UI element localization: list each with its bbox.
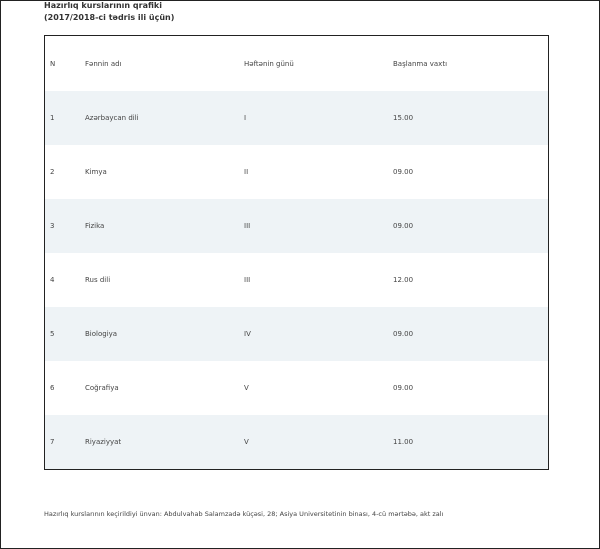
table-row [45,415,548,469]
table-row [45,361,548,415]
cell-weekday: III [244,276,251,284]
header-subject: Fənnin adı [85,59,122,68]
schedule-table-container [44,35,549,470]
cell-number: 5 [50,330,55,338]
cell-subject: Azərbaycan dili [85,114,139,122]
cell-start-time: 12.00 [393,276,414,284]
cell-weekday: V [244,384,249,392]
table-row [45,91,548,145]
cell-number: 2 [50,168,55,176]
cell-weekday: III [244,222,251,230]
cell-subject: Rus dili [85,276,111,284]
cell-number: 4 [50,276,55,284]
page-subtitle: (2017/2018-ci tədris ili üçün) [44,13,175,22]
cell-weekday: II [244,168,249,176]
cell-start-time: 11.00 [393,438,414,446]
header-start-time: Başlanma vaxtı [393,59,448,68]
table-row [45,199,548,253]
cell-number: 7 [50,438,55,446]
cell-subject: Kimya [85,168,107,176]
cell-start-time: 09.00 [393,168,414,176]
page-title: Hazırlıq kurslarının qrafiki [44,1,162,10]
table-row [45,145,548,199]
cell-start-time: 15.00 [393,114,414,122]
cell-number: 3 [50,222,55,230]
cell-subject: Fizika [85,222,105,230]
cell-start-time: 09.00 [393,222,414,230]
table-header-row [45,36,548,91]
table-row [45,253,548,307]
cell-subject: Coğrafiya [85,384,119,392]
cell-weekday: V [244,438,249,446]
table-row [45,307,548,361]
cell-subject: Riyaziyyat [85,438,122,446]
cell-start-time: 09.00 [393,384,414,392]
cell-number: 6 [50,384,55,392]
cell-start-time: 09.00 [393,330,414,338]
cell-number: 1 [50,114,55,122]
cell-weekday: IV [244,330,251,338]
header-weekday: Həftənin günü [244,59,294,68]
cell-weekday: I [244,114,247,122]
header-number: N [50,59,56,68]
cell-subject: Biologiya [85,330,118,338]
venue-address: Hazırlıq kurslarının keçirildiyi ünvan: Abdulvahab Salamzadə küçəsi, 28; Asiya Universitetinin binası, 4-cü mərtəbə, akt zalı [44,510,444,518]
schedule-table [45,36,548,469]
